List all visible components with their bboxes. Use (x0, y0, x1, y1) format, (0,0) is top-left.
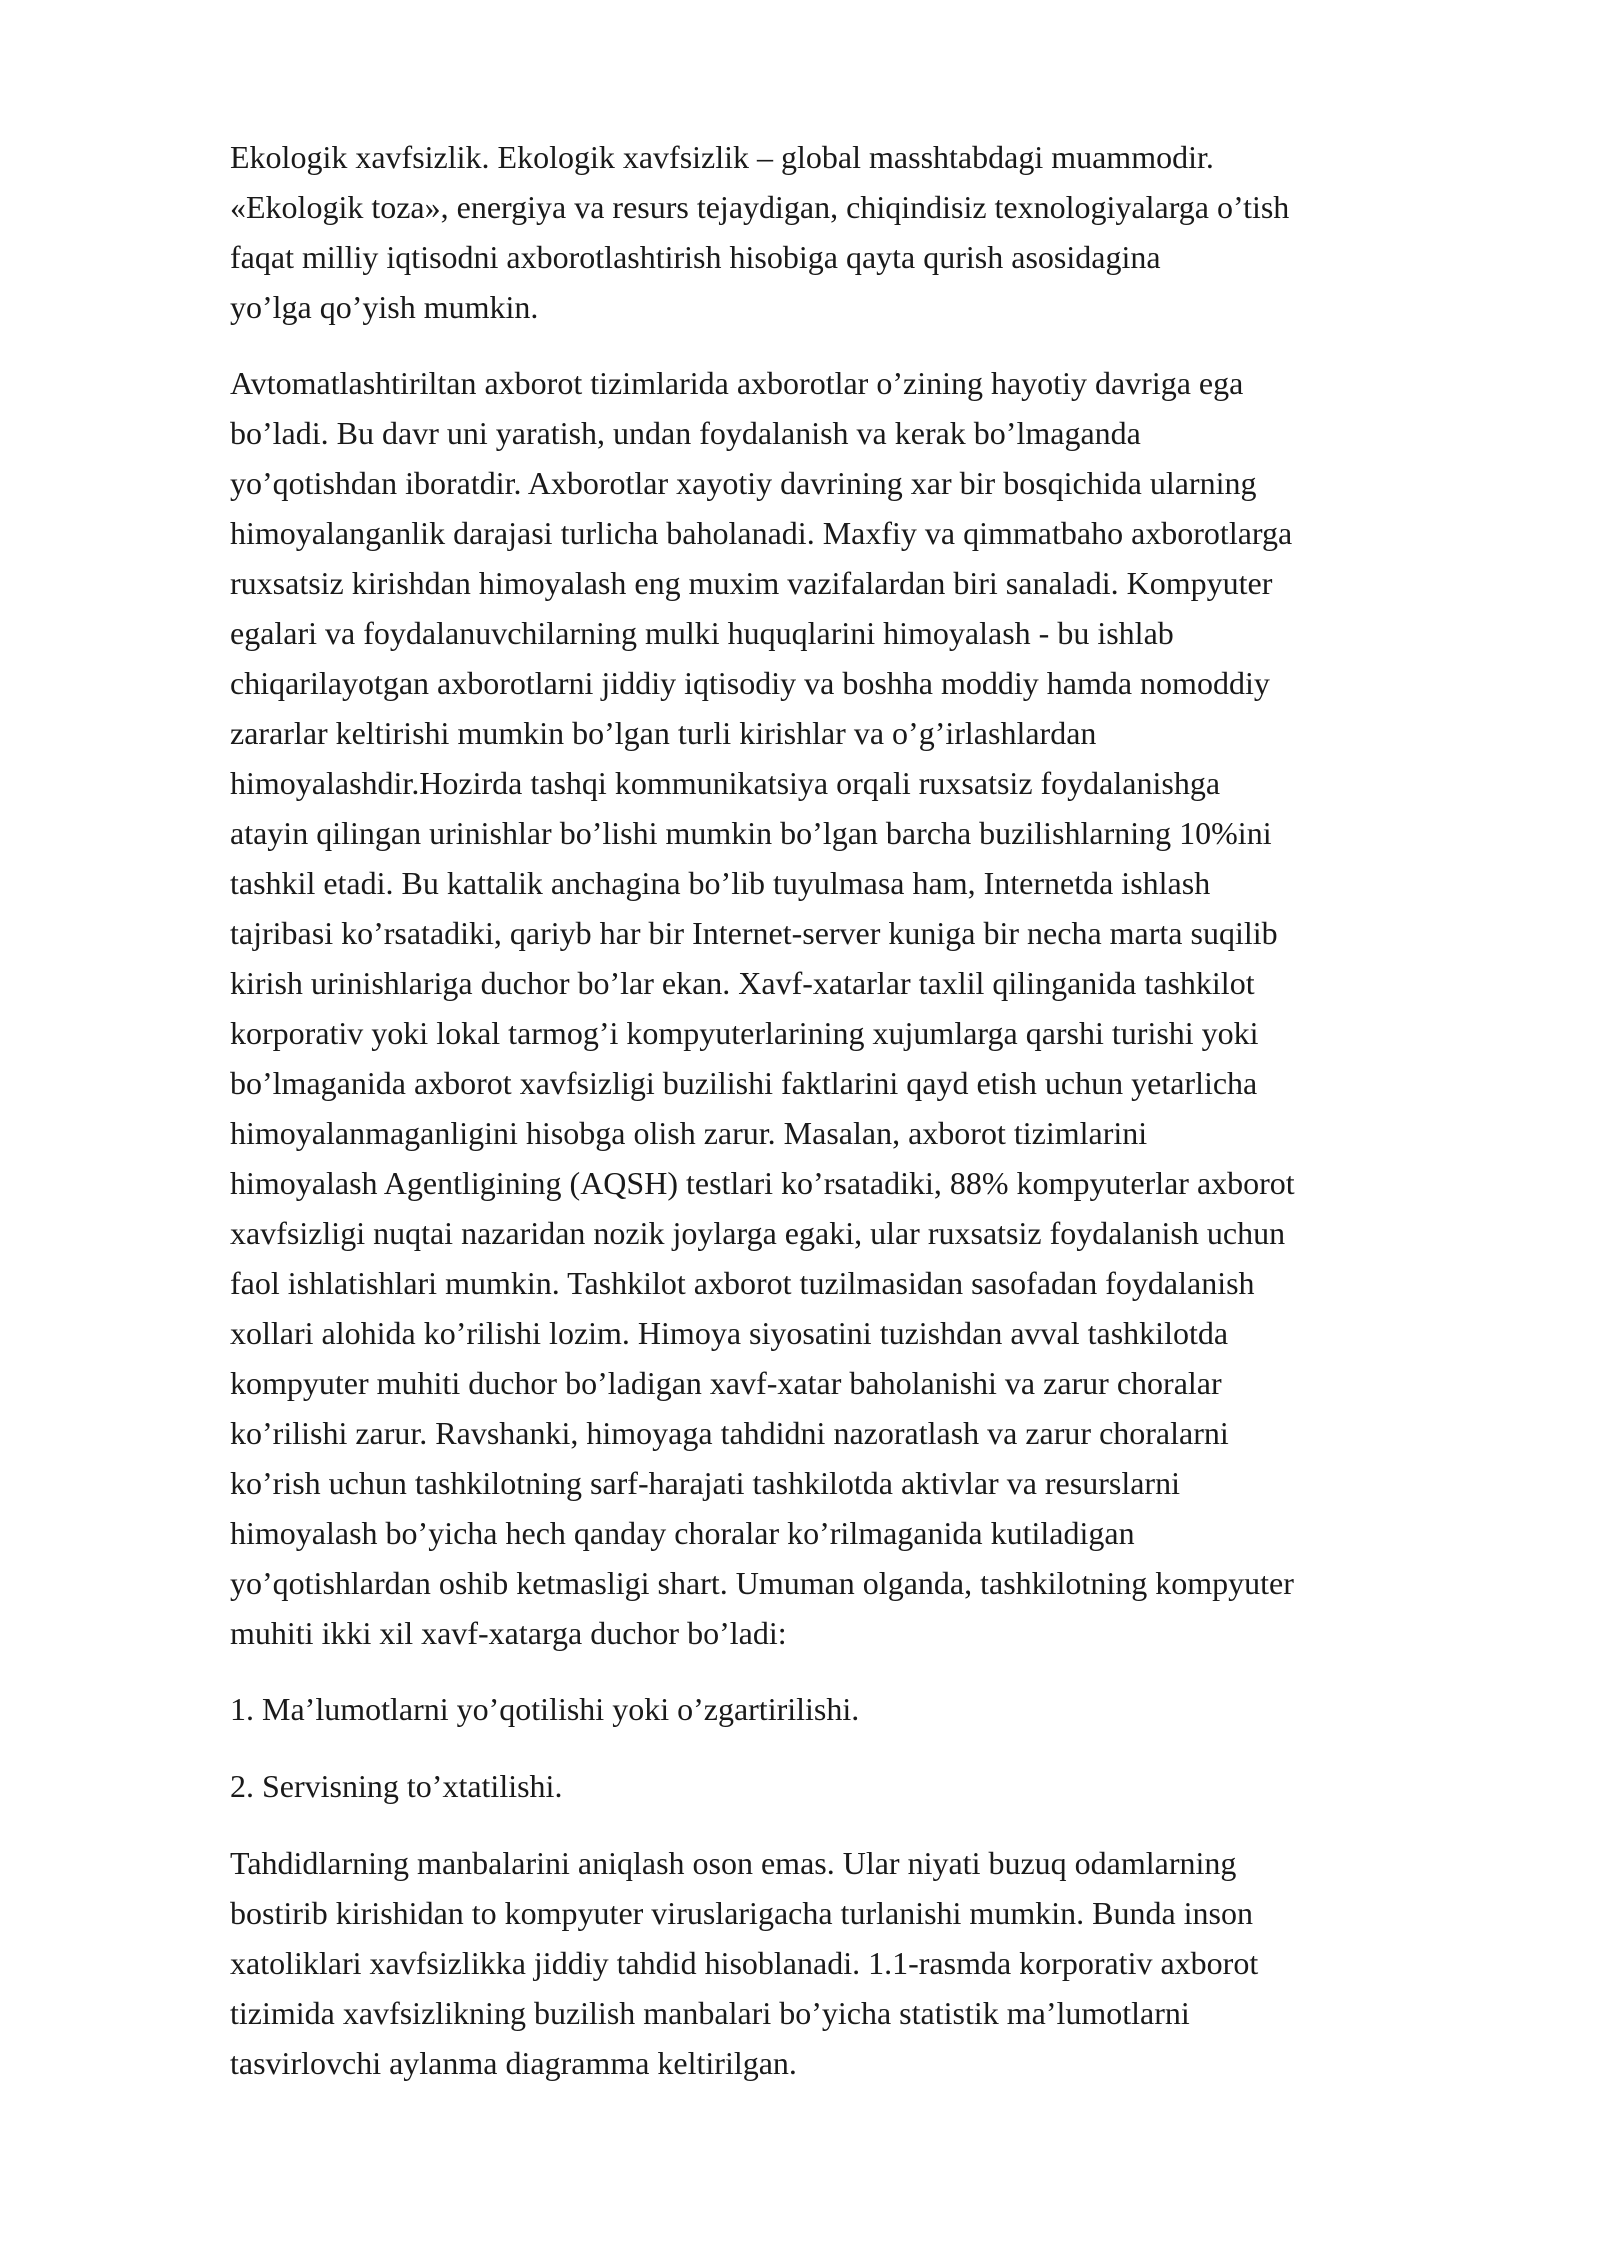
text-line: xatoliklari xavfsizlikka jiddiy tahdid hisoblanadi. 1.1-rasmda korporativ axborot (230, 1945, 1259, 1981)
text-line: faqat milliy iqtisodni axborotlashtirish hisobiga qayta qurish asosidagina (230, 239, 1161, 275)
text-line: kirish urinishlariga duchor bo’lar ekan. Xavf-xatarlar taxlil qilinganida tashkilot (230, 965, 1255, 1001)
text-line: yo’lga qo’yish mumkin. (230, 289, 539, 325)
text-line: faol ishlatishlari mumkin. Tashkilot axborot tuzilmasidan sasofadan foydalanish (230, 1265, 1255, 1301)
text-line: himoyalanmaganligini hisobga olish zarur. Masalan, axborot tizimlarini (230, 1115, 1148, 1151)
text-line: tizimida xavfsizlikning buzilish manbalari bo’yicha statistik ma’lumotlarni (230, 1995, 1190, 2031)
text-line: xollari alohida ko’rilishi lozim. Himoya siyosatini tuzishdan avval tashkilotda (230, 1315, 1229, 1351)
text-line: tajribasi ko’rsatadiki, qariyb har bir Internet-server kuniga bir necha marta suqilib (230, 915, 1278, 951)
text-line: yo’qotishdan iboratdir. Axborotlar xayotiy davrining xar bir bosqichida ularning (230, 465, 1257, 501)
text-line: himoyalashdir.Hozirda tashqi kommunikatsiya orqali ruxsatsiz foydalanishga (230, 765, 1221, 801)
paragraph-information-lifecycle (230, 358, 1500, 1658)
text-line: kompyuter muhiti duchor bo’ladigan xavf-xatar baholanishi va zarur choralar (230, 1365, 1222, 1401)
text-line: zararlar keltirishi mumkin bo’lgan turli kirishlar va o’g’irlashlardan (230, 715, 1097, 751)
text-line: bostirib kirishidan to kompyuter viruslarigacha turlanishi mumkin. Bunda inson (230, 1895, 1253, 1931)
text-line: Tahdidlarning manbalarini aniqlash oson emas. Ular niyati buzuq odamlarning (230, 1845, 1237, 1881)
document-body (230, 132, 1500, 2114)
text-line: himoyalash Agentligining (AQSH) testlari ko’rsatadiki, 88% kompyuterlar axborot (230, 1165, 1295, 1201)
list-item-data-loss (230, 1684, 1500, 1734)
text-line: 2. Servisning to’xtatilishi. (230, 1768, 563, 1804)
text-line: yo’qotishlardan oshib ketmasligi shart. Umuman olganda, tashkilotning kompyuter (230, 1565, 1294, 1601)
text-line: korporativ yoki lokal tarmog’i kompyuterlarining xujumlarga qarshi turishi yoki (230, 1015, 1259, 1051)
text-line: «Ekologik toza», energiya va resurs tejaydigan, chiqindisiz texnologiyalarga o’tish (230, 189, 1290, 225)
text-line: tashkil etadi. Bu kattalik anchagina bo’lib tuyulmasa ham, Internetda ishlash (230, 865, 1211, 901)
text-line: tasvirlovchi aylanma diagramma keltirilgan. (230, 2045, 797, 2081)
text-line: ko’rish uchun tashkilotning sarf-harajati tashkilotda aktivlar va resurslarni (230, 1465, 1180, 1501)
list-item-service-interruption (230, 1761, 1500, 1811)
text-line: chiqarilayotgan axborotlarni jiddiy iqtisodiy va boshha moddiy hamda nomoddiy (230, 665, 1270, 701)
paragraph-ecological-security (230, 132, 1500, 332)
text-line: Avtomatlashtiriltan axborot tizimlarida axborotlar o’zining hayotiy davriga ega (230, 365, 1244, 401)
paragraph-threat-sources (230, 1838, 1500, 2088)
text-line: bo’lmaganida axborot xavfsizligi buzilishi faktlarini qayd etish uchun yetarlicha (230, 1065, 1258, 1101)
text-line: Ekologik xavfsizlik. Ekologik xavfsizlik – global masshtabdagi muammodir. (230, 139, 1214, 175)
text-line: muhiti ikki xil xavf-xatarga duchor bo’ladi: (230, 1615, 787, 1651)
text-line: atayin qilingan urinishlar bo’lishi mumkin bo’lgan barcha buzilishlarning 10%ini (230, 815, 1272, 851)
text-line: xavfsizligi nuqtai nazaridan nozik joylarga egaki, ular ruxsatsiz foydalanish uchun (230, 1215, 1286, 1251)
text-line: bo’ladi. Bu davr uni yaratish, undan foydalanish va kerak bo’lmaganda (230, 415, 1141, 451)
text-line: himoyalanganlik darajasi turlicha baholanadi. Maxfiy va qimmatbaho axborotlarga (230, 515, 1293, 551)
text-line: ruxsatsiz kirishdan himoyalash eng muxim vazifalardan biri sanaladi. Kompyuter (230, 565, 1273, 601)
text-line: 1. Ma’lumotlarni yo’qotilishi yoki o’zgartirilishi. (230, 1691, 860, 1727)
text-line: himoyalash bo’yicha hech qanday choralar ko’rilmaganida kutiladigan (230, 1515, 1135, 1551)
text-line: egalari va foydalanuvchilarning mulki huquqlarini himoyalash - bu ishlab (230, 615, 1174, 651)
text-line: ko’rilishi zarur. Ravshanki, himoyaga tahdidni nazoratlash va zarur choralarni (230, 1415, 1229, 1451)
